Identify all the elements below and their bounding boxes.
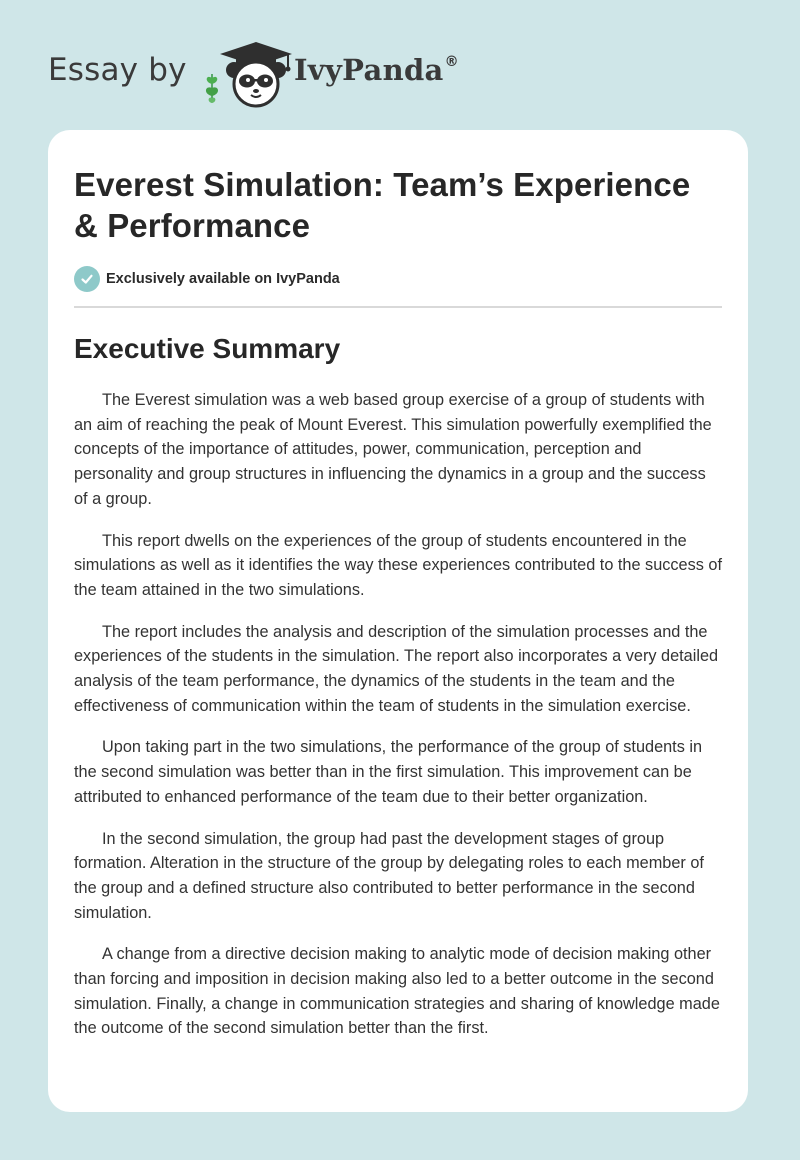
registered-mark: ®: [444, 54, 459, 70]
section-heading: Executive Summary: [74, 333, 341, 364]
badge-text: Exclusively available on IvyPanda: [106, 271, 340, 287]
header-prefix: Essay by: [48, 52, 187, 88]
essay-card: [48, 130, 748, 1112]
brand-name[interactable]: IvyPanda®: [294, 53, 459, 87]
paragraph: Upon taking part in the two simulations, the performance of the group of students in the second simulation was better than in the first simulation. This improvement can be attributed to enhanced performance of the team due to their better organization.: [74, 738, 703, 806]
panda-logo-icon[interactable]: [200, 36, 296, 108]
divider: [74, 306, 722, 308]
essay-title: Everest Simulation: Team’s Experience & Performance: [74, 166, 691, 244]
paragraph: The report includes the analysis and description of the simulation processes and the experiences of the students in the simulation. The report also incorporates a very detailed analysis of the team performance, the dynamics of the students in the team and the effectiveness of communication within the team of students in the simulation exercise.: [74, 622, 719, 715]
ivy-leaf-icon: [206, 74, 218, 103]
site-header: [48, 36, 508, 108]
paragraph: A change from a directive decision making to analytic mode of decision making other than forcing and imposition in decision making also led to a better outcome in the second simulation. Finally, a change in communication strategies and sharing of knowledge made the outcome of the second simulation better than the first.: [74, 945, 720, 1038]
paragraph: This report dwells on the experiences of the group of students encountered in the simulations as well as it identifies the way these experiences contributed to the success of the team attained in the two simulations.: [74, 531, 722, 599]
availability-badge: [74, 266, 722, 292]
paragraph: In the second simulation, the group had past the development stages of group formation. Alteration in the structure of the group by delegating roles to each member of the group and a defined structure also contributed to better performance in the second simulation.: [74, 829, 704, 922]
essay-body: [74, 388, 722, 1041]
check-icon: [74, 266, 100, 292]
paragraph: The Everest simulation was a web based group exercise of a group of students with an aim of reaching the peak of Mount Everest. This simulation powerfully exemplified the concepts of the importance of attitudes, power, communication, perception and personality and group structures in influencing the dynamics in a group and the success of a group.: [74, 391, 712, 508]
